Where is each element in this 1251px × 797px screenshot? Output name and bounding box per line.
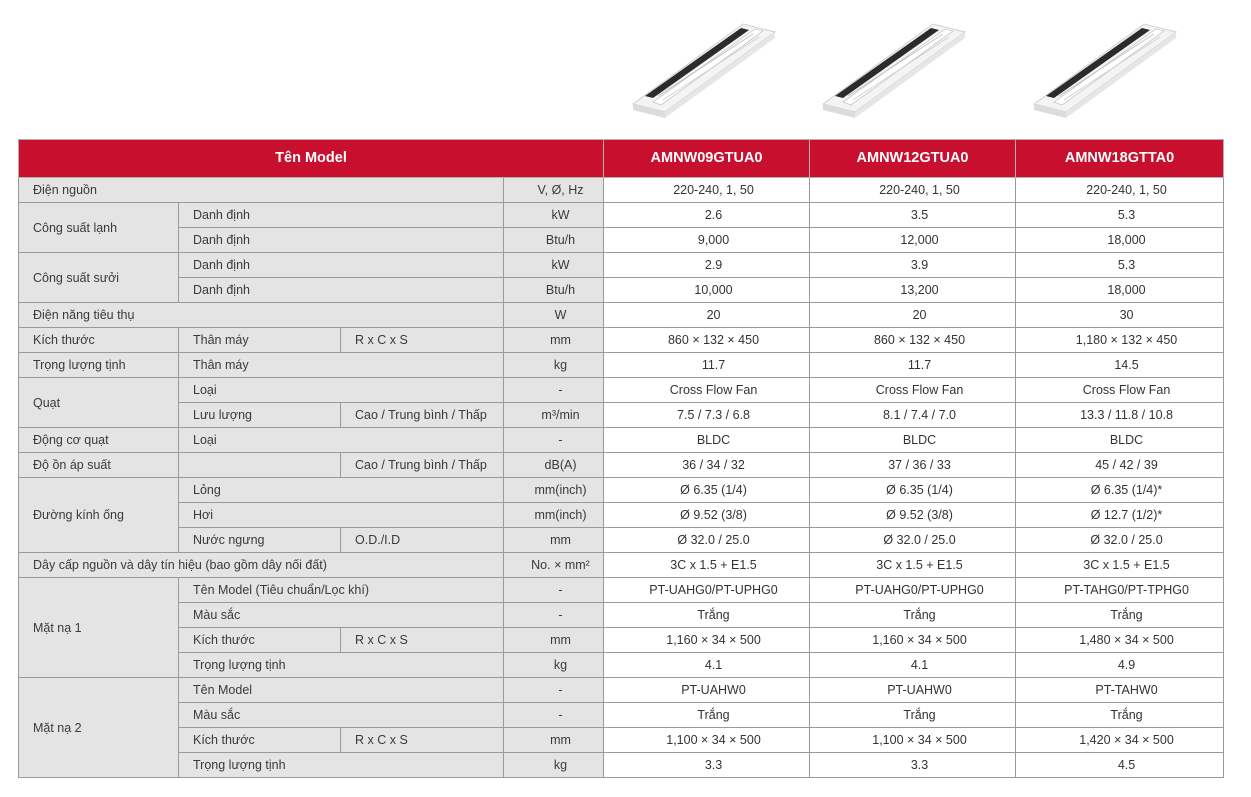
table-row (19, 503, 1224, 528)
table-row (19, 528, 1224, 553)
row-label: Động cơ quạt (19, 428, 179, 453)
unit-cell: Btu/h (504, 278, 604, 303)
value-cell: BLDC (1016, 428, 1224, 453)
value-cell: 860 × 132 × 450 (604, 328, 810, 353)
group-label: Mặt nạ 2 (19, 678, 179, 778)
group-label: Đường kính ống (19, 478, 179, 553)
unit-cell: kg (504, 653, 604, 678)
table-row (19, 278, 1224, 303)
value-cell: BLDC (604, 428, 810, 453)
table-row (19, 428, 1224, 453)
product-image-1 (623, 12, 783, 127)
value-cell: 10,000 (604, 278, 810, 303)
sub-label: Trọng lượng tịnh (179, 753, 504, 778)
value-cell: Ø 9.52 (3/8) (810, 503, 1016, 528)
ceiling-cassette-unit-image (813, 12, 973, 127)
detail-label: Cao / Trung bình / Thấp (341, 453, 504, 478)
sub-label: Lưu lượng (179, 403, 341, 428)
unit-cell: - (504, 428, 604, 453)
unit-cell: mm (504, 328, 604, 353)
value-cell: 3.3 (810, 753, 1016, 778)
table-row (19, 628, 1224, 653)
value-cell: PT-TAHW0 (1016, 678, 1224, 703)
value-cell: 11.7 (810, 353, 1016, 378)
value-cell: 2.6 (604, 203, 810, 228)
model-label-header: Tên Model (19, 140, 604, 178)
unit-cell: mm(inch) (504, 478, 604, 503)
model-header: AMNW18GTTA0 (1016, 140, 1224, 178)
table-row (19, 203, 1224, 228)
unit-cell: mm (504, 528, 604, 553)
detail-label: R x C x S (341, 628, 504, 653)
value-cell: 30 (1016, 303, 1224, 328)
table-row (19, 178, 1224, 203)
ceiling-cassette-unit-image (623, 12, 783, 127)
value-cell: 1,160 × 34 × 500 (604, 628, 810, 653)
sub-label: Kích thước (179, 628, 341, 653)
value-cell: 220-240, 1, 50 (1016, 178, 1224, 203)
value-cell: 3.3 (604, 753, 810, 778)
value-cell: Cross Flow Fan (604, 378, 810, 403)
value-cell: 5.3 (1016, 203, 1224, 228)
value-cell: 3C x 1.5 + E1.5 (604, 553, 810, 578)
value-cell: 220-240, 1, 50 (810, 178, 1016, 203)
sub-label: Thân máy (179, 328, 341, 353)
value-cell: Trắng (810, 703, 1016, 728)
sub-label: Loại (179, 378, 504, 403)
table-row (19, 478, 1224, 503)
table-row (19, 553, 1224, 578)
table-row (19, 678, 1224, 703)
value-cell: 13,200 (810, 278, 1016, 303)
value-cell: PT-TAHG0/PT-TPHG0 (1016, 578, 1224, 603)
value-cell: 9,000 (604, 228, 810, 253)
unit-cell: dB(A) (504, 453, 604, 478)
group-label: Công suất sưởi (19, 253, 179, 303)
group-label: Mặt nạ 1 (19, 578, 179, 678)
unit-cell: kW (504, 253, 604, 278)
value-cell: Ø 6.35 (1/4) (810, 478, 1016, 503)
value-cell: 12,000 (810, 228, 1016, 253)
table-row (19, 703, 1224, 728)
row-label: Điện nguồn (19, 178, 504, 203)
value-cell: 18,000 (1016, 278, 1224, 303)
value-cell: 4.9 (1016, 653, 1224, 678)
detail-label: R x C x S (341, 728, 504, 753)
value-cell: Ø 12.7 (1/2)* (1016, 503, 1224, 528)
value-cell: Trắng (604, 703, 810, 728)
unit-cell: - (504, 678, 604, 703)
value-cell: 36 / 34 / 32 (604, 453, 810, 478)
group-label: Công suất lạnh (19, 203, 179, 253)
table-row (19, 728, 1224, 753)
sub-label: Lỏng (179, 478, 504, 503)
table-row (19, 378, 1224, 403)
value-cell: Trắng (1016, 703, 1224, 728)
value-cell: 20 (810, 303, 1016, 328)
unit-cell: Btu/h (504, 228, 604, 253)
sub-label: Kích thước (179, 728, 341, 753)
value-cell: Trắng (810, 603, 1016, 628)
value-cell: Ø 6.35 (1/4)* (1016, 478, 1224, 503)
value-cell: 3.9 (810, 253, 1016, 278)
row-label: Điện năng tiêu thụ (19, 303, 504, 328)
value-cell: PT-UAHW0 (810, 678, 1016, 703)
unit-cell: - (504, 603, 604, 628)
sub-label: Tên Model (Tiêu chuẩn/Lọc khí) (179, 578, 504, 603)
sub-label: Danh định (179, 228, 504, 253)
value-cell: 13.3 / 11.8 / 10.8 (1016, 403, 1224, 428)
value-cell: 4.5 (1016, 753, 1224, 778)
unit-cell: - (504, 703, 604, 728)
value-cell: 2.9 (604, 253, 810, 278)
value-cell: Ø 32.0 / 25.0 (1016, 528, 1224, 553)
spec-table (18, 139, 1224, 778)
value-cell: 45 / 42 / 39 (1016, 453, 1224, 478)
value-cell: 1,100 × 34 × 500 (604, 728, 810, 753)
unit-cell: kg (504, 353, 604, 378)
unit-cell: - (504, 578, 604, 603)
table-row (19, 303, 1224, 328)
table-row (19, 753, 1224, 778)
sub-label: Màu sắc (179, 603, 504, 628)
table-row (19, 403, 1224, 428)
row-label: Độ ồn áp suất (19, 453, 179, 478)
unit-cell: W (504, 303, 604, 328)
value-cell: Ø 9.52 (3/8) (604, 503, 810, 528)
sub-label: Nước ngưng (179, 528, 341, 553)
value-cell: 3C x 1.5 + E1.5 (1016, 553, 1224, 578)
value-cell: 1,160 × 34 × 500 (810, 628, 1016, 653)
value-cell: 1,100 × 34 × 500 (810, 728, 1016, 753)
unit-cell: kg (504, 753, 604, 778)
value-cell: Ø 6.35 (1/4) (604, 478, 810, 503)
model-header: AMNW09GTUA0 (604, 140, 810, 178)
unit-cell: m³/min (504, 403, 604, 428)
table-row (19, 603, 1224, 628)
row-label: Kích thước (19, 328, 179, 353)
table-row (19, 578, 1224, 603)
sub-label: Thân máy (179, 353, 504, 378)
value-cell: PT-UAHW0 (604, 678, 810, 703)
value-cell: Trắng (604, 603, 810, 628)
value-cell: 20 (604, 303, 810, 328)
detail-label: Cao / Trung bình / Thấp (341, 403, 504, 428)
sub-label: Trọng lượng tịnh (179, 653, 504, 678)
unit-cell: kW (504, 203, 604, 228)
value-cell: 7.5 / 7.3 / 6.8 (604, 403, 810, 428)
value-cell: Ø 32.0 / 25.0 (604, 528, 810, 553)
value-cell: BLDC (810, 428, 1016, 453)
value-cell: 1,420 × 34 × 500 (1016, 728, 1224, 753)
value-cell: 14.5 (1016, 353, 1224, 378)
unit-cell: mm(inch) (504, 503, 604, 528)
unit-cell: V, Ø, Hz (504, 178, 604, 203)
value-cell: 4.1 (810, 653, 1016, 678)
value-cell: 37 / 36 / 33 (810, 453, 1016, 478)
sub-label: Danh định (179, 203, 504, 228)
sub-label: Màu sắc (179, 703, 504, 728)
ceiling-cassette-unit-image (1024, 12, 1184, 127)
sub-label: Danh định (179, 253, 504, 278)
row-label: Trọng lượng tịnh (19, 353, 179, 378)
value-cell: 1,480 × 34 × 500 (1016, 628, 1224, 653)
unit-cell: mm (504, 728, 604, 753)
value-cell: Cross Flow Fan (1016, 378, 1224, 403)
table-row (19, 228, 1224, 253)
table-row (19, 253, 1224, 278)
group-label: Quạt (19, 378, 179, 428)
unit-cell: mm (504, 628, 604, 653)
unit-cell: No. × mm² (504, 553, 604, 578)
table-row (19, 453, 1224, 478)
value-cell: PT-UAHG0/PT-UPHG0 (810, 578, 1016, 603)
model-header: AMNW12GTUA0 (810, 140, 1016, 178)
sub-label: Danh định (179, 278, 504, 303)
product-image-3 (1024, 12, 1184, 127)
value-cell: 11.7 (604, 353, 810, 378)
value-cell: 1,180 × 132 × 450 (1016, 328, 1224, 353)
table-row (19, 328, 1224, 353)
unit-cell: - (504, 378, 604, 403)
row-label: Dây cấp nguồn và dây tín hiệu (bao gồm dây nối đất) (19, 553, 504, 578)
sub-label: Loại (179, 428, 504, 453)
table-row (19, 653, 1224, 678)
value-cell: 8.1 / 7.4 / 7.0 (810, 403, 1016, 428)
value-cell: 3C x 1.5 + E1.5 (810, 553, 1016, 578)
table-row (19, 353, 1224, 378)
sub-label: Tên Model (179, 678, 504, 703)
table-header-row (19, 140, 1224, 178)
empty-cell (179, 453, 341, 478)
value-cell: 3.5 (810, 203, 1016, 228)
value-cell: 220-240, 1, 50 (604, 178, 810, 203)
detail-label: R x C x S (341, 328, 504, 353)
value-cell: Ø 32.0 / 25.0 (810, 528, 1016, 553)
detail-label: O.D./I.D (341, 528, 504, 553)
value-cell: Cross Flow Fan (810, 378, 1016, 403)
value-cell: 5.3 (1016, 253, 1224, 278)
sub-label: Hơi (179, 503, 504, 528)
value-cell: Trắng (1016, 603, 1224, 628)
value-cell: PT-UAHG0/PT-UPHG0 (604, 578, 810, 603)
value-cell: 4.1 (604, 653, 810, 678)
value-cell: 18,000 (1016, 228, 1224, 253)
product-image-2 (813, 12, 973, 127)
product-images (0, 0, 1251, 138)
value-cell: 860 × 132 × 450 (810, 328, 1016, 353)
